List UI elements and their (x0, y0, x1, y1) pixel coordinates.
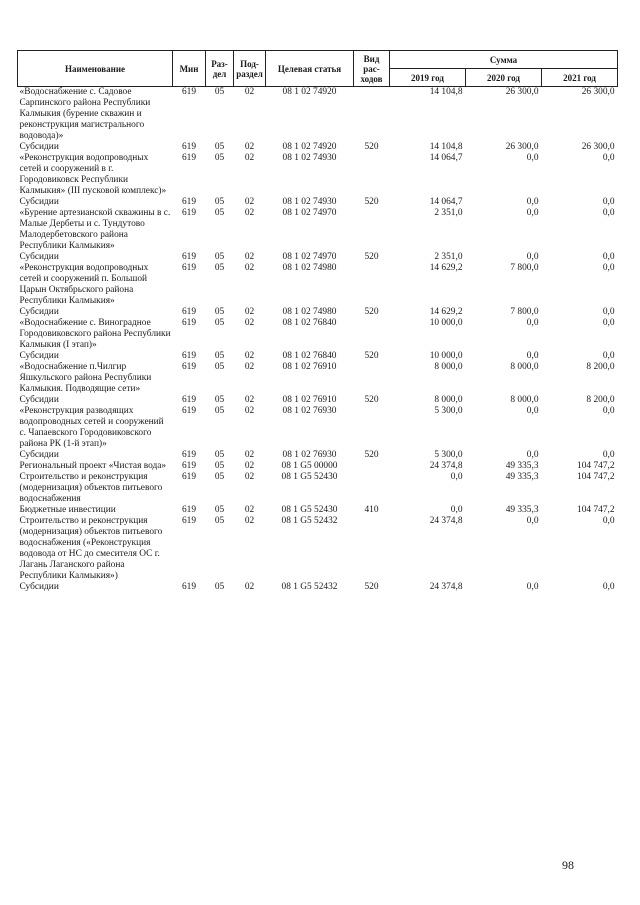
row-sum-2021: 26 300,0 (581, 142, 615, 152)
table-row (18, 263, 618, 307)
row-min: 619 (181, 263, 197, 273)
row-name: Строительство и реконструкция (модернизация) объектов питьевого водоснабжения («Реконструкция водовода от НС до смесителя ОС г. Лагань Лаганского района Республики Калмыкия») (19, 516, 163, 581)
row-min: 619 (181, 472, 197, 482)
row-podrazdel: 02 (244, 307, 255, 317)
row-vid: 520 (364, 197, 379, 207)
row-vid: 520 (364, 142, 379, 152)
row-min: 619 (181, 318, 197, 328)
row-sum-2020: 49 335,3 (505, 461, 539, 471)
row-razdel: 05 (214, 395, 225, 405)
row-sum-2019: 24 374,8 (429, 516, 463, 526)
table-row (18, 142, 618, 153)
table-row (18, 450, 618, 461)
row-sum-2020: 0,0 (526, 208, 539, 218)
row-min: 619 (181, 362, 197, 372)
row-podrazdel: 02 (244, 582, 255, 592)
row-name: Субсидии (19, 197, 59, 207)
col-header-name: Наименование (18, 51, 173, 87)
row-sum-2019: 24 374,8 (429, 461, 463, 471)
col-header-razdel: Раз-дел (206, 51, 234, 87)
col-header-2021: 2021 год (542, 69, 618, 87)
row-sum-2020: 7 800,0 (510, 263, 539, 273)
row-name: «Водоснабжение с. Виноградное Городовиковского района Республики Калмыкия (I этап)» (19, 318, 171, 350)
row-celevaya: 08 1 02 74930 (282, 197, 337, 207)
row-sum-2020: 0,0 (526, 406, 539, 416)
row-sum-2021: 0,0 (602, 406, 615, 416)
row-name: «Водоснабжение п.Чилгир Яшкульского района Республики Калмыкия. Подводящие сети» (19, 362, 152, 394)
row-name: Субсидии (19, 307, 59, 317)
row-celevaya: 08 1 02 76840 (282, 318, 337, 328)
table-row (18, 362, 618, 395)
row-min: 619 (181, 505, 197, 515)
table-row (18, 472, 618, 505)
row-sum-2020: 0,0 (526, 318, 539, 328)
row-vid (354, 472, 390, 505)
row-sum-2019: 14 104,8 (429, 142, 463, 152)
row-name: Субсидии (19, 450, 59, 460)
col-header-summa: Сумма (390, 51, 618, 69)
row-min: 619 (181, 450, 197, 460)
row-sum-2021: 0,0 (602, 516, 615, 526)
row-name: Субсидии (19, 142, 59, 152)
row-razdel: 05 (214, 472, 225, 482)
row-vid: 520 (364, 395, 379, 405)
row-sum-2019: 14 629,2 (429, 307, 463, 317)
row-sum-2021: 104 747,2 (577, 472, 615, 482)
table-row (18, 505, 618, 516)
table-row (18, 87, 618, 143)
table-row (18, 208, 618, 252)
row-celevaya: 08 1 02 76930 (282, 450, 337, 460)
row-min: 619 (181, 516, 197, 526)
table-row (18, 582, 618, 593)
row-razdel: 05 (214, 153, 225, 163)
row-sum-2021: 0,0 (602, 197, 615, 207)
row-sum-2019: 5 300,0 (434, 406, 463, 416)
row-sum-2019: 2 351,0 (434, 208, 463, 218)
row-celevaya: 08 1 02 74970 (282, 252, 337, 262)
row-podrazdel: 02 (244, 406, 255, 416)
row-podrazdel: 02 (244, 263, 255, 273)
row-razdel: 05 (214, 362, 225, 372)
row-sum-2021: 26 300,0 (581, 87, 615, 97)
row-razdel: 05 (214, 582, 225, 592)
col-header-2019: 2019 год (390, 69, 466, 87)
row-sum-2021: 0,0 (602, 252, 615, 262)
row-vid: 410 (364, 505, 379, 515)
row-min: 619 (181, 307, 197, 317)
budget-page (17, 50, 617, 593)
row-razdel: 05 (214, 263, 225, 273)
row-celevaya: 08 1 G5 52430 (281, 505, 338, 515)
row-vid (354, 406, 390, 450)
row-min: 619 (181, 351, 197, 361)
row-vid (354, 153, 390, 197)
row-vid (354, 362, 390, 395)
row-vid (354, 318, 390, 351)
row-razdel: 05 (214, 252, 225, 262)
row-vid: 520 (364, 450, 379, 460)
row-celevaya: 08 1 02 74930 (282, 153, 337, 163)
row-celevaya: 08 1 02 76910 (282, 395, 337, 405)
row-min: 619 (181, 153, 197, 163)
row-razdel: 05 (214, 516, 225, 526)
row-celevaya: 08 1 02 74980 (282, 307, 337, 317)
row-podrazdel: 02 (244, 252, 255, 262)
row-vid (354, 263, 390, 307)
row-sum-2021: 104 747,2 (577, 461, 615, 471)
row-podrazdel: 02 (244, 461, 255, 471)
row-sum-2021: 0,0 (602, 582, 615, 592)
row-celevaya: 08 1 02 74920 (282, 87, 337, 97)
row-sum-2021: 104 747,2 (577, 505, 615, 515)
row-celevaya: 08 1 G5 52432 (281, 516, 338, 526)
row-celevaya: 08 1 02 74970 (282, 208, 337, 218)
row-name: Строительство и реконструкция (модернизация) объектов питьевого водоснабжения (19, 472, 163, 504)
row-sum-2019: 10 000,0 (429, 318, 463, 328)
row-celevaya: 08 1 02 76930 (282, 406, 337, 416)
row-name: «Реконструкция водопроводных сетей и сооружений в г. Городовиковск Республики Калмыкия» (III пусковой комплекс)» (19, 153, 167, 196)
row-min: 619 (181, 461, 197, 471)
row-sum-2019: 5 300,0 (434, 450, 463, 460)
row-sum-2020: 49 335,3 (505, 472, 539, 482)
row-razdel: 05 (214, 307, 225, 317)
row-celevaya: 08 1 02 74920 (282, 142, 337, 152)
table-header (18, 51, 618, 87)
row-sum-2021: 0,0 (602, 450, 615, 460)
row-razdel: 05 (214, 450, 225, 460)
row-min: 619 (181, 208, 197, 218)
row-podrazdel: 02 (244, 362, 255, 372)
table-row (18, 351, 618, 362)
row-sum-2021: 8 200,0 (586, 362, 615, 372)
row-podrazdel: 02 (244, 450, 255, 460)
row-podrazdel: 02 (244, 351, 255, 361)
row-sum-2020: 0,0 (526, 516, 539, 526)
row-podrazdel: 02 (244, 208, 255, 218)
table-row (18, 153, 618, 197)
row-sum-2021: 8 200,0 (586, 395, 615, 405)
row-sum-2019: 0,0 (450, 505, 463, 515)
row-celevaya: 08 1 G5 52432 (281, 582, 338, 592)
table-row (18, 252, 618, 263)
row-min: 619 (181, 142, 197, 152)
row-sum-2020: 49 335,3 (505, 505, 539, 515)
row-razdel: 05 (214, 318, 225, 328)
table-row (18, 395, 618, 406)
row-name: Региональный проект «Чистая вода» (19, 461, 167, 471)
row-razdel: 05 (214, 208, 225, 218)
row-sum-2019: 14 064,7 (429, 153, 463, 163)
row-sum-2019: 14 064,7 (429, 197, 463, 207)
row-name: «Водоснабжение с. Садовое Сарпинского района Республики Калмыкия (бурение скважин и реконструкция магистрального водовода)» (19, 87, 151, 141)
row-name: «Бурение артезианской скважины в с. Малые Дербеты и с. Тундутово Малодербетовского района Республики Калмыкия» (19, 208, 171, 251)
row-vid: 520 (364, 351, 379, 361)
row-sum-2020: 0,0 (526, 197, 539, 207)
row-sum-2021: 0,0 (602, 153, 615, 163)
row-min: 619 (181, 252, 197, 262)
table-row (18, 197, 618, 208)
row-min: 619 (181, 582, 197, 592)
row-name: Субсидии (19, 395, 59, 405)
row-vid (354, 461, 390, 472)
row-min: 619 (181, 87, 197, 97)
col-header-celevaya: Целевая статья (266, 51, 354, 87)
row-name: «Реконструкция разводящих водопроводных сетей и сооружений с. Чапаевского Городовиковского района РК (1-й этап)» (19, 406, 164, 449)
row-sum-2021: 0,0 (602, 318, 615, 328)
row-sum-2020: 26 300,0 (505, 142, 539, 152)
row-min: 619 (181, 395, 197, 405)
row-celevaya: 08 1 G5 52430 (281, 472, 338, 482)
row-razdel: 05 (214, 406, 225, 416)
row-sum-2019: 10 000,0 (429, 351, 463, 361)
row-sum-2019: 0,0 (450, 472, 463, 482)
row-sum-2020: 0,0 (526, 582, 539, 592)
row-sum-2021: 0,0 (602, 351, 615, 361)
row-sum-2020: 0,0 (526, 351, 539, 361)
row-vid (354, 87, 390, 143)
row-podrazdel: 02 (244, 318, 255, 328)
row-vid (354, 516, 390, 582)
row-podrazdel: 02 (244, 472, 255, 482)
row-sum-2019: 8 000,0 (434, 362, 463, 372)
row-sum-2020: 8 000,0 (510, 395, 539, 405)
col-header-min: Мин (173, 51, 206, 87)
row-sum-2019: 14 629,2 (429, 263, 463, 273)
table-row (18, 406, 618, 450)
row-razdel: 05 (214, 197, 225, 207)
table-row (18, 461, 618, 472)
page-number: 98 (562, 858, 574, 872)
row-celevaya: 08 1 G5 00000 (281, 461, 338, 471)
row-podrazdel: 02 (244, 87, 255, 97)
row-celevaya: 08 1 02 74980 (282, 263, 337, 273)
row-vid: 520 (364, 252, 379, 262)
row-name: Субсидии (19, 252, 59, 262)
row-podrazdel: 02 (244, 516, 255, 526)
row-sum-2021: 0,0 (602, 263, 615, 273)
table-row (18, 307, 618, 318)
row-sum-2020: 7 800,0 (510, 307, 539, 317)
row-name: «Реконструкция водопроводных сетей и сооружений п. Большой Царын Октябрьского района Республики Калмыкия» (19, 263, 149, 306)
row-min: 619 (181, 197, 197, 207)
row-vid: 520 (364, 582, 379, 592)
row-razdel: 05 (214, 142, 225, 152)
row-sum-2020: 0,0 (526, 450, 539, 460)
row-podrazdel: 02 (244, 142, 255, 152)
row-razdel: 05 (214, 461, 225, 471)
budget-table (17, 50, 618, 593)
row-vid: 520 (364, 307, 379, 317)
row-sum-2020: 26 300,0 (505, 87, 539, 97)
col-header-podrazdel: Под-раздел (234, 51, 266, 87)
row-celevaya: 08 1 02 76840 (282, 351, 337, 361)
row-sum-2019: 2 351,0 (434, 252, 463, 262)
row-sum-2020: 0,0 (526, 252, 539, 262)
row-razdel: 05 (214, 87, 225, 97)
row-sum-2020: 8 000,0 (510, 362, 539, 372)
col-header-2020: 2020 год (466, 69, 542, 87)
row-name: Субсидии (19, 582, 59, 592)
row-vid (354, 208, 390, 252)
row-razdel: 05 (214, 351, 225, 361)
table-row (18, 318, 618, 351)
row-podrazdel: 02 (244, 505, 255, 515)
row-razdel: 05 (214, 505, 225, 515)
row-name: Бюджетные инвестиции (19, 505, 116, 515)
row-sum-2019: 24 374,8 (429, 582, 463, 592)
row-min: 619 (181, 406, 197, 416)
row-celevaya: 08 1 02 76910 (282, 362, 337, 372)
row-sum-2019: 8 000,0 (434, 395, 463, 405)
table-body (18, 87, 618, 594)
row-podrazdel: 02 (244, 395, 255, 405)
row-sum-2021: 0,0 (602, 307, 615, 317)
row-podrazdel: 02 (244, 153, 255, 163)
row-name: Субсидии (19, 351, 59, 361)
row-sum-2019: 14 104,8 (429, 87, 463, 97)
row-sum-2021: 0,0 (602, 208, 615, 218)
col-header-vid: Вид рас-ходов (354, 51, 390, 87)
row-sum-2020: 0,0 (526, 153, 539, 163)
row-podrazdel: 02 (244, 197, 255, 207)
table-row (18, 516, 618, 582)
